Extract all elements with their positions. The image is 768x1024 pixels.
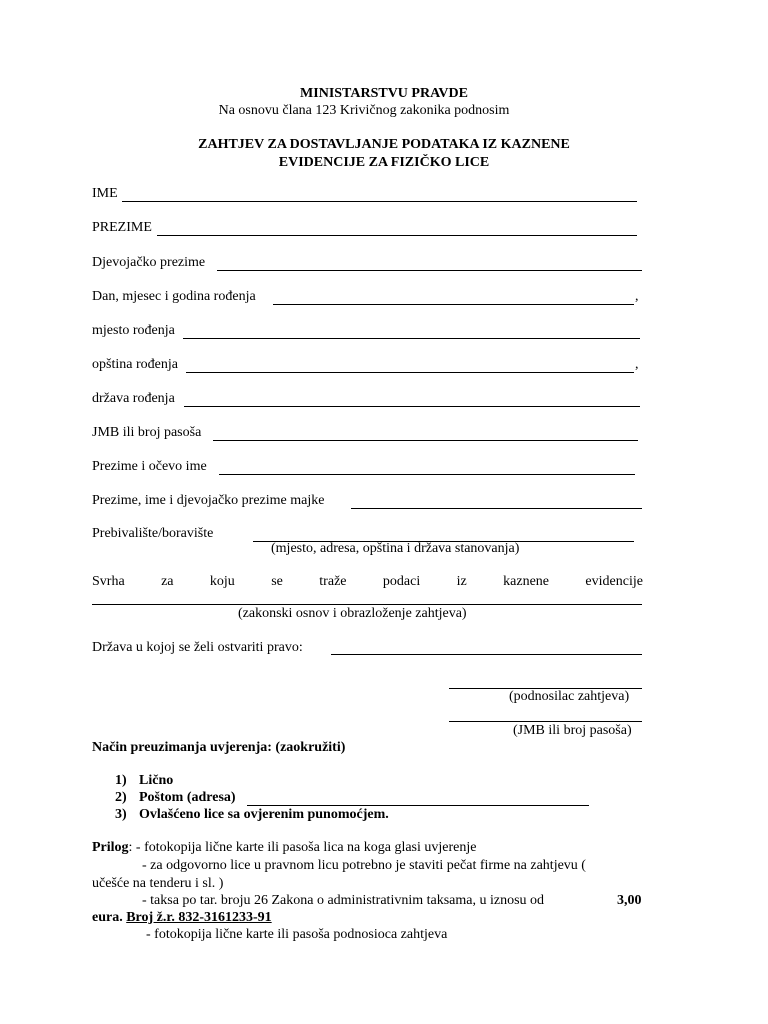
postom-adresa-field[interactable] <box>247 805 589 806</box>
jmb-caption: (JMB ili broj pasoša) <box>513 723 632 738</box>
djevojacko-prezime-field[interactable] <box>217 270 642 271</box>
option-number: 1) <box>115 773 127 788</box>
prebivaliste-label: Prebivalište/boravište <box>92 526 214 541</box>
option-licno[interactable] <box>115 773 173 789</box>
option-postom[interactable] <box>115 790 236 806</box>
drzava-pravo-label: Država u kojoj se želi ostvariti pravo: <box>92 640 303 655</box>
option-ovlasceno-lice[interactable] <box>115 807 389 823</box>
form-title-line1: ZAHTJEV ZA DOSTAVLJANJE PODATAKA IZ KAZNENE <box>198 137 570 152</box>
jmb-label: JMB ili broj pasoša <box>92 425 202 440</box>
prilog-text: : - fotokopija lične karte ili pasoša lica na koga glasi uvjerenje <box>128 840 477 855</box>
option-number: 3) <box>115 807 127 822</box>
svrha-word: evidencije <box>585 574 643 589</box>
comma: , <box>635 357 639 372</box>
prezime-field[interactable] <box>157 235 637 236</box>
svrha-word: traže <box>319 574 347 589</box>
svrha-word: se <box>271 574 283 589</box>
prezime-label: PREZIME <box>92 220 152 235</box>
svrha-caption: (zakonski osnov i obrazloženje zahtjeva) <box>238 606 467 621</box>
datum-rodjenja-field[interactable] <box>273 304 634 305</box>
ocevo-ime-label: Prezime i očevo ime <box>92 459 207 474</box>
prilog-line1 <box>92 840 476 856</box>
prilog-line6: - fotokopija lične karte ili pasoša podnosioca zahtjeva <box>146 927 448 942</box>
drzava-rodjenja-field[interactable] <box>184 406 640 407</box>
jmb-field[interactable] <box>213 440 638 441</box>
svrha-word: iz <box>456 574 467 589</box>
djevojacko-prezime-label: Djevojačko prezime <box>92 255 206 270</box>
majka-field[interactable] <box>351 508 642 509</box>
ime-field[interactable] <box>122 201 637 202</box>
svrha-field[interactable] <box>92 604 642 605</box>
prilog-label: Prilog <box>92 840 129 855</box>
opstina-rodjenja-label: opština rođenja <box>92 357 178 372</box>
option-label: Poštom (adresa) <box>139 790 236 805</box>
opstina-rodjenja-field[interactable] <box>186 372 634 373</box>
ministry-heading: MINISTARSTVU PRAVDE <box>300 86 468 101</box>
mjesto-rodjenja-field[interactable] <box>183 338 640 339</box>
svrha-line <box>92 574 643 590</box>
comma: , <box>635 289 639 304</box>
ocevo-ime-field[interactable] <box>219 474 635 475</box>
option-number: 2) <box>115 790 127 805</box>
svrha-word: za <box>161 574 174 589</box>
ime-label: IME <box>92 186 118 201</box>
option-label: Lično <box>139 773 174 788</box>
datum-rodjenja-label: Dan, mjesec i godina rođenja <box>92 289 256 304</box>
eura-text: eura. <box>92 910 123 925</box>
jmb-signature-line[interactable] <box>449 721 642 722</box>
prilog-line3: učešće na tenderu i sl. ) <box>92 876 224 891</box>
majka-label: Prezime, ime i djevojačko prezime majke <box>92 493 325 508</box>
svrha-word: koju <box>209 574 235 589</box>
form-title-line2: EVIDENCIJE ZA FIZIČKO LICE <box>278 155 490 170</box>
prilog-line4: - taksa po tar. broju 26 Zakona o administrativnim taksama, u iznosu od <box>142 893 545 908</box>
legal-basis-text: Na osnovu člana 123 Krivičnog zakonika podnosim <box>218 103 510 118</box>
prilog-line5 <box>92 910 272 926</box>
drzava-rodjenja-label: država rođenja <box>92 391 175 406</box>
mjesto-rodjenja-label: mjesto rođenja <box>92 323 175 338</box>
prebivaliste-caption: (mjesto, adresa, opština i država stanovanja) <box>271 541 520 556</box>
drzava-pravo-field[interactable] <box>331 654 642 655</box>
podnosilac-caption: (podnosilac zahtjeva) <box>509 689 630 704</box>
nacin-preuzimanja-title: Način preuzimanja uvjerenja: (zaokružiti) <box>92 740 346 755</box>
taksa-amount: 3,00 <box>617 893 642 908</box>
ziro-racun: Broj ž.r. 832-3161233-91 <box>126 910 272 925</box>
option-label: Ovlašćeno lice sa ovjerenim punomoćjem. <box>139 807 389 822</box>
svrha-word: Svrha <box>92 574 125 589</box>
svrha-word: podaci <box>382 574 421 589</box>
prilog-line2: - za odgovorno lice u pravnom licu potrebno je staviti pečat firme na zahtjevu ( <box>142 858 586 873</box>
svrha-word: kaznene <box>503 574 550 589</box>
